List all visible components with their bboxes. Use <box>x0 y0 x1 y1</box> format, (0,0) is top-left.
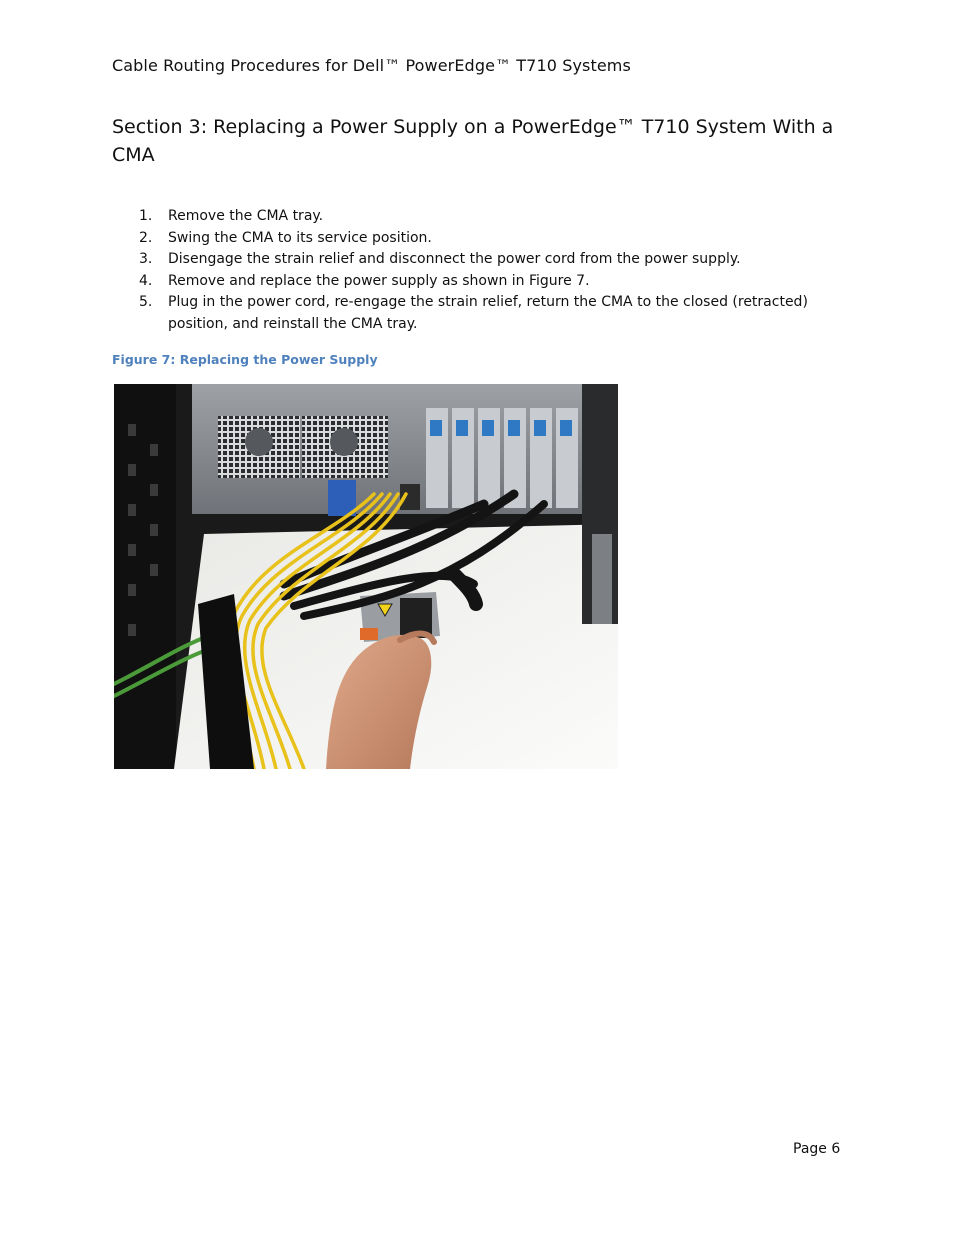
step-number: 4. <box>139 272 153 289</box>
step-number: 3. <box>139 251 153 267</box>
step-text: Disengage the strain relief and disconnect the power cord from the power supply. <box>168 251 741 267</box>
list-item <box>112 206 832 228</box>
step-number: 2. <box>139 229 153 246</box>
list-item <box>112 228 832 250</box>
step-number: 5. <box>139 294 153 310</box>
rack-rail-left <box>114 384 176 769</box>
power-supply-photo <box>114 384 618 769</box>
procedure-steps-list <box>112 206 832 335</box>
step-text: Remove the CMA tray. <box>168 208 324 224</box>
running-header: Cable Routing Procedures for Dell™ PowerEdge™ T710 Systems <box>112 56 631 75</box>
list-item <box>112 249 832 271</box>
list-item <box>112 271 832 293</box>
step-text: Plug in the power cord, re-engage the strain relief, return the CMA to the closed (retracted) position, and reinstall the CMA tray. <box>168 294 808 332</box>
step-number: 1. <box>139 208 153 224</box>
list-item <box>112 292 832 335</box>
step-text: Remove and replace the power supply as shown in Figure 7. <box>168 272 590 289</box>
page-number: Page 6 <box>793 1141 841 1157</box>
step-text: Swing the CMA to its service position. <box>168 229 432 246</box>
figure-caption: Figure 7: Replacing the Power Supply <box>112 352 378 367</box>
section-title: Section 3: Replacing a Power Supply on a PowerEdge™ T710 System With a CMA <box>112 116 834 166</box>
